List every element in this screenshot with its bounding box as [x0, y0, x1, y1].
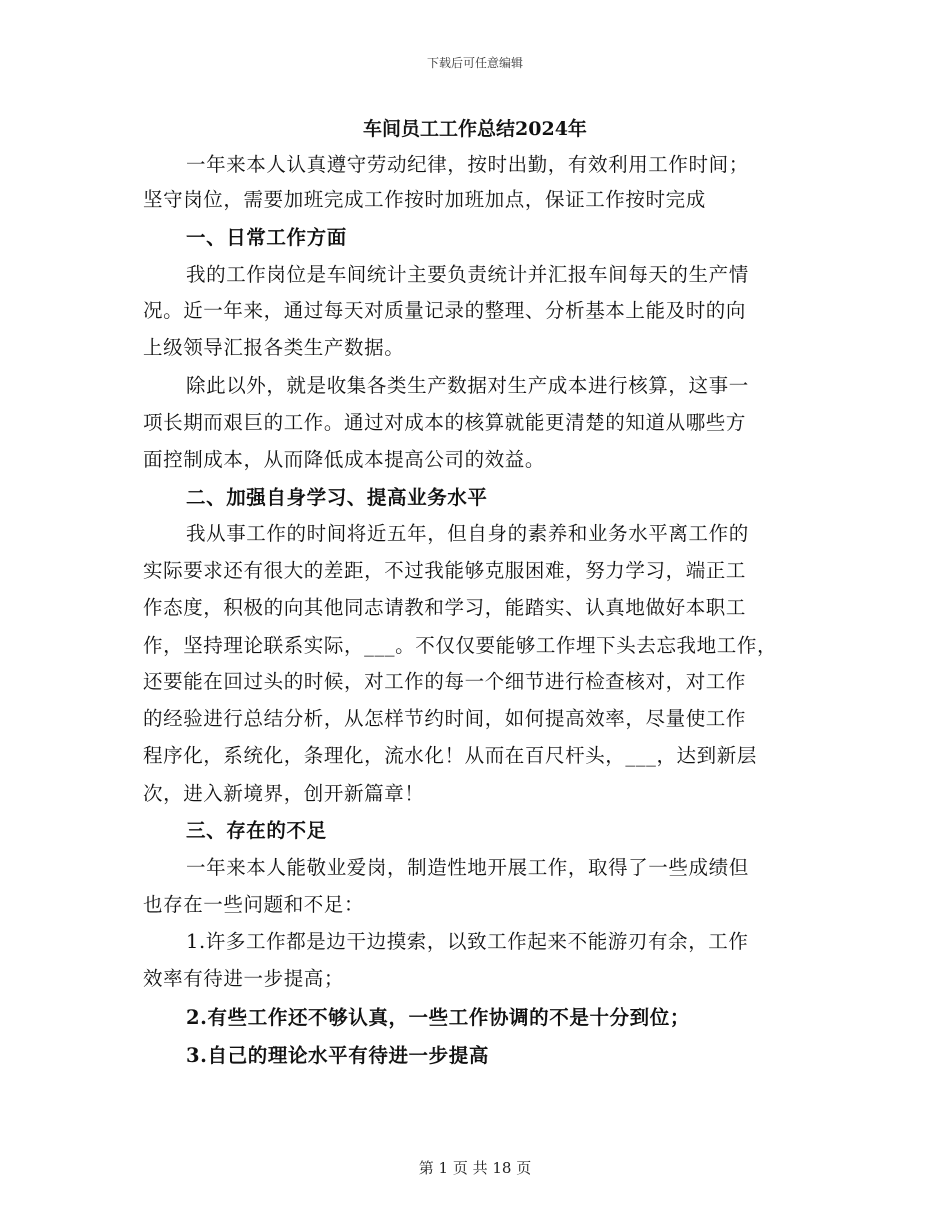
body-line: 也存在一些问题和不足：: [143, 893, 365, 916]
body-line: 面控制成本，从而降低成本提高公司的效益。: [143, 448, 546, 471]
body-line: 况。近一年来，通过每天对质量记录的整理、分析基本上能及时的向: [143, 299, 747, 322]
body-line: 除此以外，就是收集各类生产数据对生产成本进行核算，这事一: [186, 374, 749, 397]
body-line: 实际要求还有很大的差距，不过我能够克服困难，努力学习，端正工: [143, 559, 747, 582]
body-line: 项长期而艰巨的工作。通过对成本的核算就能更清楚的知道从哪些方: [143, 411, 747, 434]
page-footer: 第 1 页 共 18 页: [418, 1159, 532, 1177]
body-line: 作态度，积极的向其他同志请教和学习，能踏实、认真地做好本职工: [143, 596, 747, 619]
document-title: 车间员工工作总结2024年: [363, 118, 587, 140]
body-line: 效率有待进一步提高；: [143, 967, 345, 990]
body-line: 一年来本人能敬业爱岗，制造性地开展工作，取得了一些成绩但: [186, 856, 749, 879]
body-line: 还要能在回过头的时候，对工作的每一个细节进行检查核对，对工作: [143, 670, 747, 693]
section-heading: 三、存在的不足: [186, 819, 327, 842]
body-line: 程序化，系统化，条理化，流水化！从而在百尺杆头，___，达到新层: [143, 744, 757, 767]
body-line: 坚守岗位，需要加班完成工作按时加班加点，保证工作按时完成: [143, 188, 706, 211]
body-line: 1.许多工作都是边干边摸索，以致工作起来不能游刃有余，工作: [186, 930, 749, 953]
body-line: 上级领导汇报各类生产数据。: [143, 336, 405, 359]
section-heading: 一、日常工作方面: [186, 226, 347, 249]
body-line: 的经验进行总结分析，从怎样节约时间，如何提高效率，尽量使工作: [143, 707, 747, 730]
body-line: 一年来本人认真遵守劳动纪律，按时出勤，有效利用工作时间；: [186, 153, 749, 176]
list-item-bold: 3.自己的理论水平有待进一步提高: [186, 1044, 489, 1067]
section-heading: 二、加强自身学习、提高业务水平: [186, 486, 488, 509]
list-item-bold: 2.有些工作还不够认真，一些工作协调的不是十分到位；: [186, 1006, 690, 1029]
body-line: 作，坚持理论联系实际，___。不仅仅要能够工作埋下头去忘我地工作，: [143, 634, 778, 657]
body-line: 我的工作岗位是车间统计主要负责统计并汇报车间每天的生产情: [186, 263, 749, 286]
body-line: 次，进入新境界，创开新篇章！: [143, 782, 425, 805]
header-note: 下载后可任意编辑: [426, 56, 523, 70]
body-line: 我从事工作的时间将近五年，但自身的素养和业务水平离工作的: [186, 522, 749, 545]
